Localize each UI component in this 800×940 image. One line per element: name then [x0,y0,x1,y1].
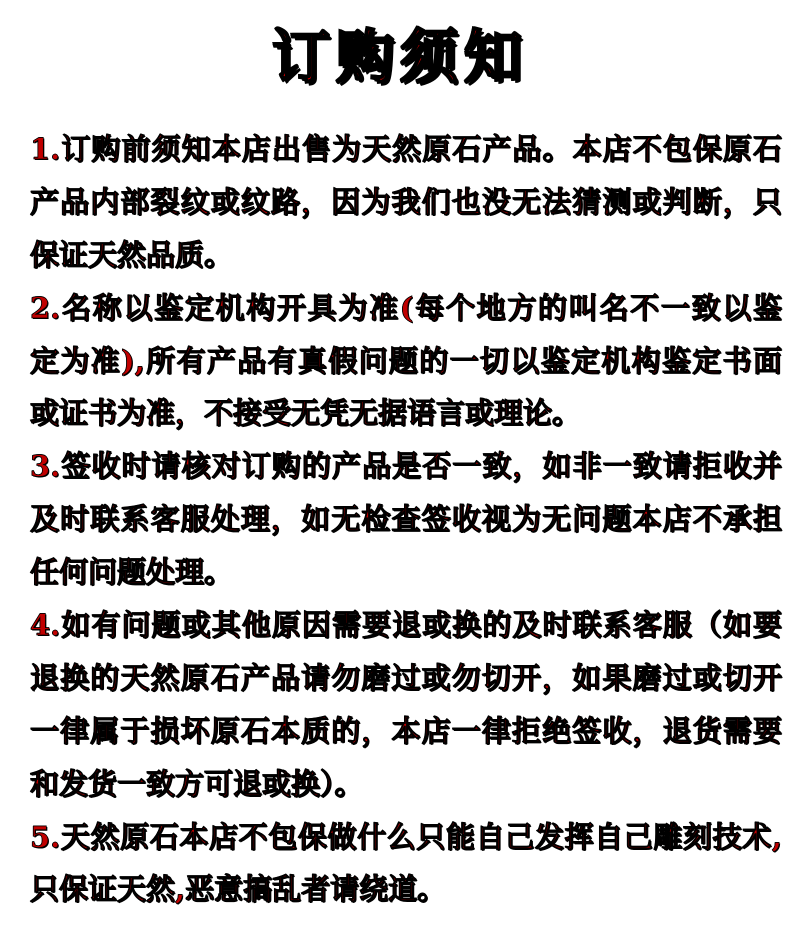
notice-line: 2.名称以鉴定机构开具为准(每个地方的叫名不一致以鉴 [30,290,782,325]
notice-line: 及时联系客服处理，如无检查签收视为无问题本店不承担 [30,502,782,537]
notice-line: 1.订购前须知本店出售为天然原石产品。本店不包保原石 [30,132,782,166]
notice-line: 一律属于损坏原石本质的，本店一律拒绝签收，退货需要 [30,713,782,748]
notice-line: 只保证天然,恶意搞乱者请绕道。 [30,872,447,907]
notice-line: 4.如有问题或其他原因需要退或换的及时联系客服（如要 [30,608,782,643]
notice-line: 定为准),所有产品有真假问题的一切以鉴定机构鉴定书面 [30,343,782,378]
notice-line: 5.天然原石本店不包保做什么只能自己发挥自己雕刻技术, [30,819,782,854]
notice-line: 和发货一致方可退或换）。 [30,766,364,801]
notice-line: 保证天然品质。 [30,237,234,272]
notice-body [30,123,782,916]
notice-line: 3.签收时请核对订购的产品是否一致，如非一致请拒收并 [30,449,782,484]
notice-line: 退换的天然原石产品请勿磨过或勿切开，如果磨过或切开 [30,660,782,695]
notice-line: 任何问题处理。 [30,555,234,590]
page-title: 订购须知 [271,23,528,91]
notice-line: 产品内部裂纹或纹路，因为我们也没无法猜测或判断，只 [30,184,782,219]
notice-line: 或证书为准，不接受无凭无据语言或理论。 [30,396,582,431]
